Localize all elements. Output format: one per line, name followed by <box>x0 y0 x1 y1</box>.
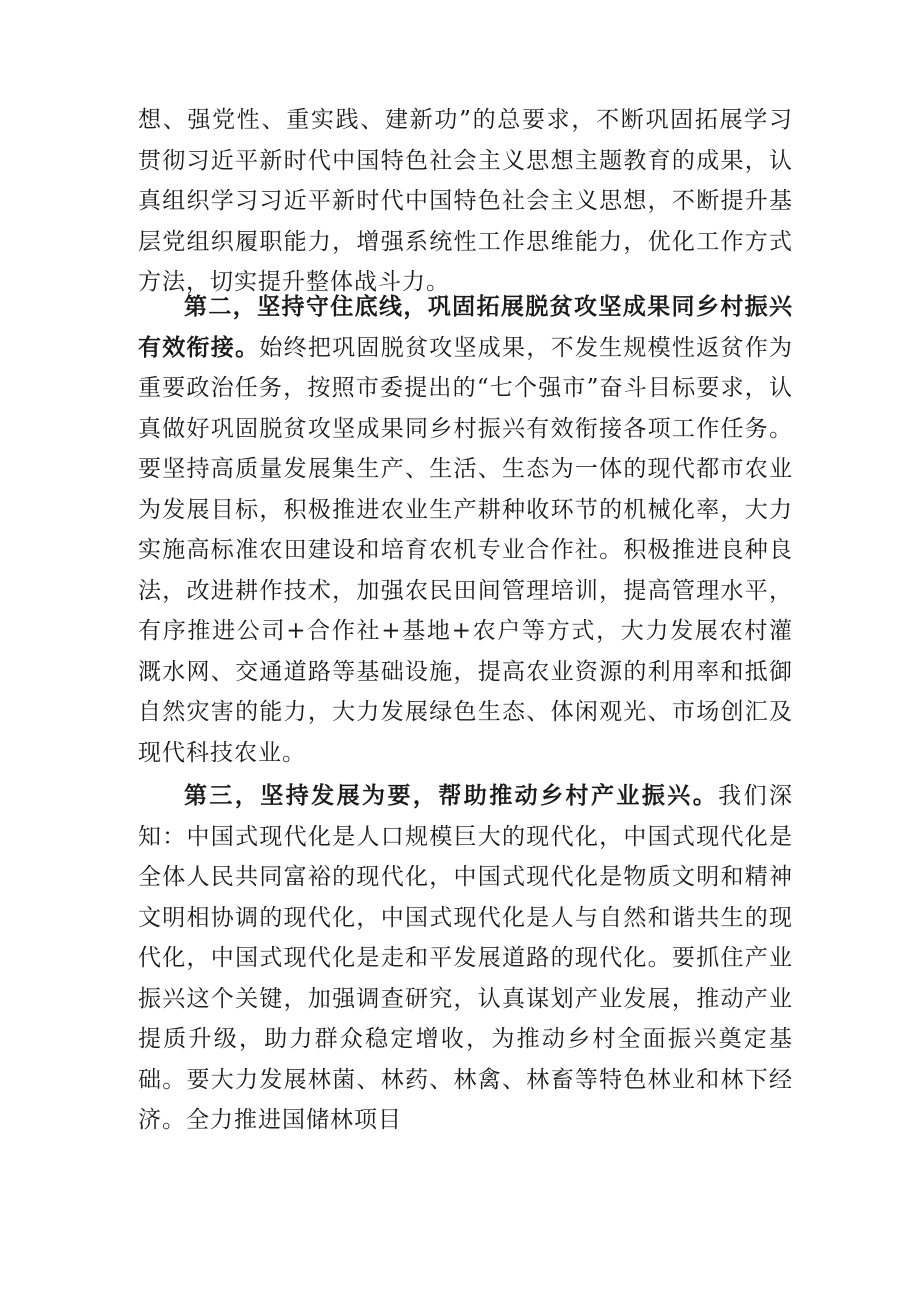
paragraph-2-lead: 第二，坚持守住底线，巩固拓展脱贫攻坚成果同乡村振兴有效衔接。 <box>138 294 793 361</box>
paragraph-second <box>138 287 793 773</box>
paragraph-third <box>138 776 793 1141</box>
paragraph-continuation <box>138 100 793 303</box>
paragraph-1-body: 想、强党性、重实践、建新功”的总要求，不断巩固拓展学习贯彻习近平新时代中国特色社会主义思想主题教育的成果，认真组织学习习近平新时代中国特色社会主义思想，不断提升基层党组织履职能力，增强系统性工作思维能力，优化工作方式方法，切实提升整体战斗力。 <box>138 107 793 295</box>
paragraph-2-body: 始终把巩固脱贫攻坚成果，不发生规模性返贫作为重要政治任务，按照市委提出的“七个强市”奋斗目标要求，认真做好巩固脱贫攻坚成果同乡村振兴有效衔接各项工作任务。要坚持高质量发展集生产、生活、生态为一体的现代都市农业为发展目标，积极推进农业生产耕种收环节的机械化率，大力实施高标准农田建设和培育农机专业合作社。积极推进良种良法，改进耕作技术，加强农民田间管理培训，提高管理水平，有序推进公司+合作社+基地+农户等方式，大力发展农村灌溉水网、交通道路等基础设施，提高农业资源的利用率和抵御自然灾害的能力，大力发展绿色生态、体闲观光、市场创汇及现代科技农业。 <box>138 334 794 766</box>
paragraph-3 <box>138 776 793 1141</box>
paragraph-3-body: 我们深知：中国式现代化是人口规模巨大的现代化，中国式现代化是全体人民共同富裕的现代化，中国式现代化是物质文明和精神文明相协调的现代化，中国式现代化是人与自然和谐共生的现代化，中国式现代化是走和平发展道路的现代化。要抓住产业振兴这个关键，加强调查研究，认真谋划产业发展，推动产业提质升级，助力群众稳定增收，为推动乡村全面振兴奠定基础。要大力发展林菌、林药、林禽、林畜等特色林业和林下经济。全力推进国储林项目 <box>138 783 794 1133</box>
paragraph-1 <box>138 100 793 303</box>
paragraph-3-lead: 第三，坚持发展为要，帮助推动乡村产业振兴。 <box>184 783 719 809</box>
paragraph-2 <box>138 287 793 773</box>
